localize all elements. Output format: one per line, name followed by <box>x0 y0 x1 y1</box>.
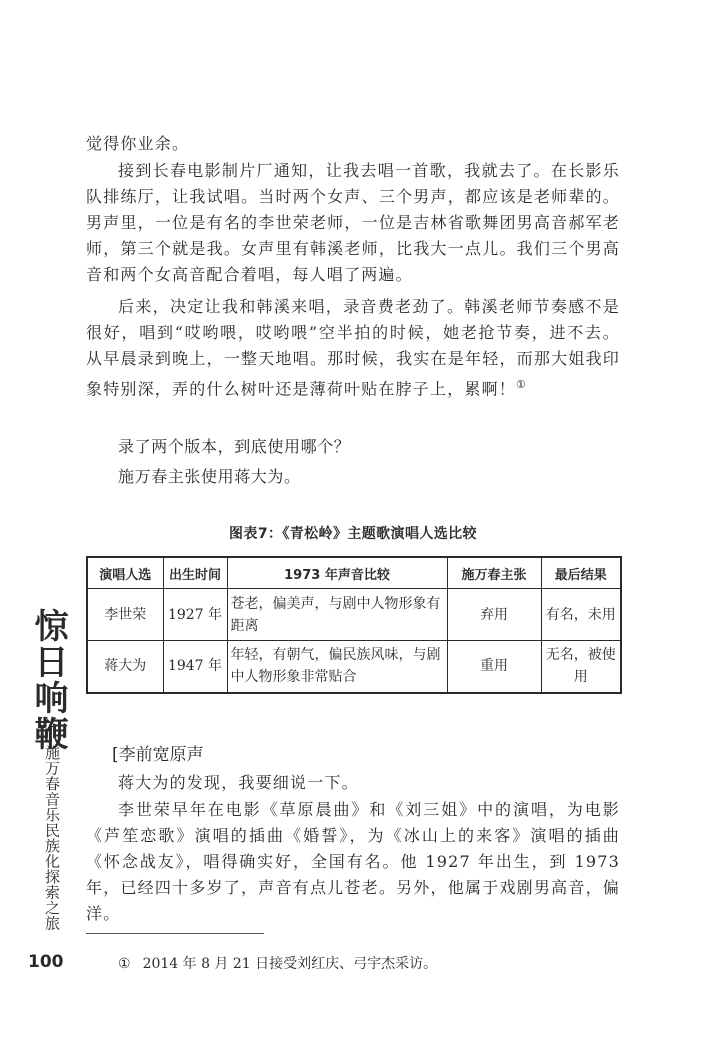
table-header-row <box>87 557 621 589</box>
book-subtitle-vertical: 施万春音乐民族化探索之旅 <box>43 745 61 931</box>
answer-line: 施万春主张使用蒋大为。 <box>118 467 301 486</box>
footnote-reference: ① <box>516 378 526 391</box>
footnote-text: 2014 年 8 月 21 日接受刘红庆、弓宇杰采访。 <box>142 956 438 972</box>
book-title-vertical: 惊日响鞭 <box>28 608 68 752</box>
paragraph-discovery: 蒋大为的发现，我要细说一下。 <box>118 773 359 792</box>
footnote-divider <box>86 933 264 934</box>
paragraph-continued: 觉得你业余。 <box>86 134 190 153</box>
header-stance: 施万春主张 <box>447 557 541 589</box>
paragraph-recording-session <box>86 294 620 402</box>
cell-singer: 蒋大为 <box>87 641 163 693</box>
cell-stance: 弃用 <box>447 589 541 641</box>
table-caption: 图表7：《青松岭》主题歌演唱人选比较 <box>229 526 477 542</box>
page-number: 100 <box>28 952 64 972</box>
cell-result: 有名，未用 <box>541 589 621 641</box>
paragraph-recording-session-text: 后来，决定让我和韩溪来唱，录音费老劲了。韩溪老师节奏感不是很好，唱到“哎哟喂，哎哟喂”空半拍的时候，她老抢节奏，进不去。从早晨录到晚上，一整天地唱。那时候，我实在是年轻，而那大姐我印象特别深，弄的什么树叶还是薄荷叶贴在脖子上，累啊！ <box>86 297 620 399</box>
cell-singer: 李世荣 <box>87 589 163 641</box>
header-singer: 演唱人选 <box>87 557 163 589</box>
cell-born: 1927 年 <box>163 589 227 641</box>
singer-comparison-table <box>86 556 622 694</box>
cell-result: 无名，被使用 <box>541 641 621 693</box>
cell-voice: 年轻，有朝气，偏民族风味，与剧中人物形象非常贴合 <box>227 641 447 693</box>
table-row <box>87 641 621 693</box>
paragraph-recording-call: 接到长春电影制片厂通知，让我去唱一首歌，我就去了。在长影乐队排练厅，让我试唱。当时两个女声、三个男声，都应该是老师辈的。男声里，一位是有名的李世荣老师，一位是吉林省歌舞团男高音郝军老师，第三个就是我。女声里有韩溪老师，比我大一点儿。我们三个男高音和两个女高音配合着唱，每人唱了两遍。 <box>86 161 620 284</box>
footnote-mark: ① <box>118 956 131 972</box>
table-row <box>87 589 621 641</box>
cell-voice: 苍老，偏美声，与剧中人物形象有距离 <box>227 589 447 641</box>
cell-born: 1947 年 <box>163 641 227 693</box>
footnote <box>118 953 437 973</box>
section-heading: [李前宽原声 <box>112 745 204 765</box>
header-born: 出生时间 <box>163 557 227 589</box>
header-voice: 1973 年声音比较 <box>227 557 447 589</box>
header-result: 最后结果 <box>541 557 621 589</box>
question-line: 录了两个版本，到底使用哪个？ <box>118 437 351 456</box>
paragraph-li-shirong: 李世荣早年在电影《草原晨曲》和《刘三姐》中的演唱，为电影《芦笙恋歌》演唱的插曲《婚誓》，为《冰山上的来客》演唱的插曲《怀念战友》，唱得确实好，全国有名。他 1927 年出生，到 1973 年，已经四十多岁了，声音有点儿苍老。另外，他属于戏剧男高音，偏洋。 <box>86 800 620 923</box>
cell-stance: 重用 <box>447 641 541 693</box>
